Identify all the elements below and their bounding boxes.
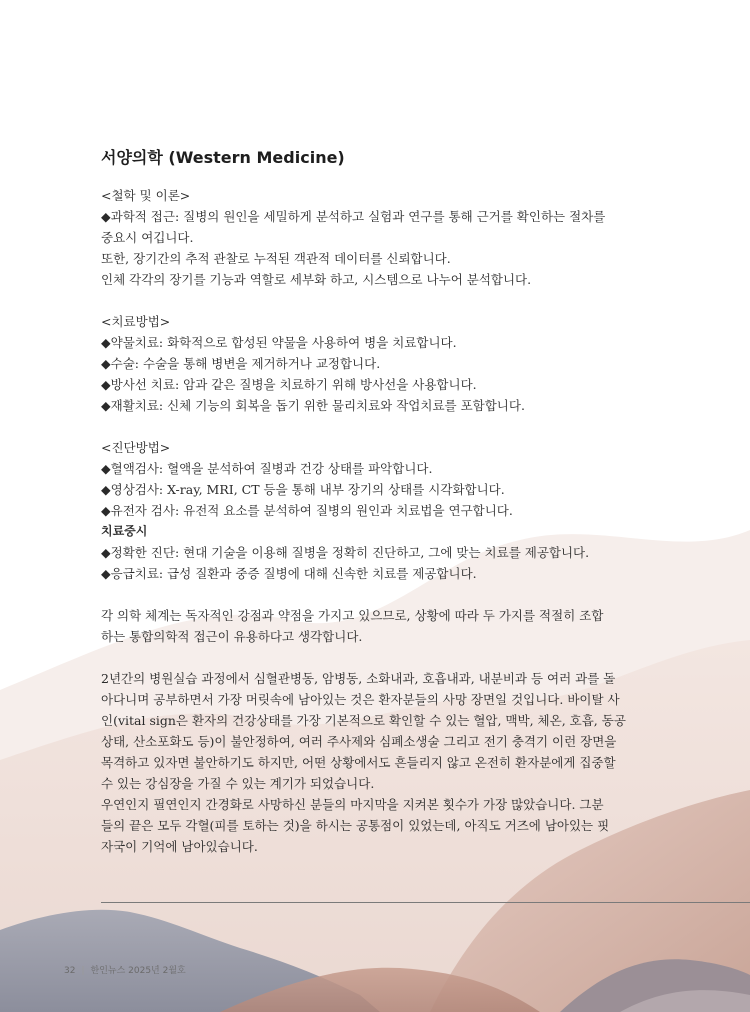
paragraph-line: 하는 통합의학적 접근이 유용하다고 생각합니다. (101, 629, 363, 644)
focus-heading: 치료중시 (101, 524, 148, 538)
treatment-line: ◆방사선 치료: 암과 같은 질병을 치료하기 위해 방사선을 사용합니다. (101, 377, 477, 392)
article-title: 서양의학 (Western Medicine) (101, 148, 345, 167)
paragraph-line: 우연인지 필연인지 간경화로 사망하신 분들의 마지막을 지켜본 횟수가 가장 많았습니다. 그분 (101, 797, 604, 812)
treatment-section (101, 311, 667, 416)
paragraph-line: 들의 끝은 모두 각혈(피를 토하는 것)을 하시는 공통점이 있었는데, 아직도 거즈에 남아있는 핏 (101, 818, 610, 833)
paragraph-line: 2년간의 병원실습 과정에서 심혈관병동, 암병동, 소화내과, 호흡내과, 내분비과 등 여러 과를 돌 (101, 671, 616, 686)
paragraph-hospital-practice (101, 668, 667, 794)
treatment-line: ◆재활치료: 신체 기능의 회복을 돕기 위한 물리치료와 작업치료를 포함합니다. (101, 398, 525, 413)
philosophy-line: 중요시 여깁니다. (101, 230, 194, 245)
paragraph-memory (101, 794, 667, 857)
focus-line: ◆정확한 진단: 현대 기술을 이용해 질병을 정확히 진단하고, 그에 맞는 치료를 제공합니다. (101, 545, 590, 560)
paragraph-line: 아다니며 공부하면서 가장 머릿속에 남아있는 것은 환자분들의 사망 장면일 것입니다. 바이탈 사 (101, 692, 620, 707)
focus-line: ◆응급치료: 급성 질환과 중증 질병에 대해 신속한 치료를 제공합니다. (101, 566, 477, 581)
paragraph-line: 자국이 기억에 남아있습니다. (101, 839, 258, 854)
philosophy-line: ◆과학적 접근: 질병의 원인을 세밀하게 분석하고 실험과 연구를 통해 근거를 확인하는 절차를 (101, 209, 606, 224)
treatment-line: ◆수술: 수술을 통해 병변을 제거하거나 교정합니다. (101, 356, 381, 371)
philosophy-line: 또한, 장기간의 추적 관찰로 누적된 객관적 데이터를 신뢰합니다. (101, 251, 451, 266)
paragraph-line: 인(vital sign은 환자의 건강상태를 가장 기본적으로 확인할 수 있는 혈압, 맥박, 체온, 호흡, 동공 (101, 713, 626, 728)
diagnosis-line: ◆혈액검사: 혈액을 분석하여 질병과 건강 상태를 파악합니다. (101, 461, 433, 476)
philosophy-line: 인체 각각의 장기를 기능과 역할로 세부화 하고, 시스템으로 나누어 분석합니다. (101, 272, 532, 287)
paragraph-line: 수 있는 강심장을 가질 수 있는 계기가 되었습니다. (101, 776, 375, 791)
publication-name: 한인뉴스 2025년 2월호 (90, 966, 186, 976)
paragraph-integrative (101, 605, 667, 647)
focus-section (101, 521, 667, 584)
philosophy-heading: <철학 및 이론> (101, 188, 191, 203)
paragraph-line: 각 의학 체계는 독자적인 강점과 약점을 가지고 있으므로, 상황에 따라 두 가지를 적절히 조합 (101, 608, 604, 623)
treatment-line: ◆약물치료: 화학적으로 합성된 약물을 사용하여 병을 치료합니다. (101, 335, 457, 350)
paragraph-line: 상태, 산소포화도 등)이 불안정하여, 여러 주사제와 심폐소생술 그리고 전기 충격기 이런 장면을 (101, 734, 617, 749)
diagnosis-section (101, 437, 667, 521)
page-number: 32 (64, 966, 76, 976)
diagnosis-heading: <진단방법> (101, 440, 171, 455)
page-footer (64, 963, 186, 976)
footer-divider (101, 902, 750, 903)
philosophy-section (101, 185, 667, 290)
paragraph-line: 목격하고 있자면 불안하기도 하지만, 어떤 상황에서도 흔들리지 않고 온전히 환자분에게 집중할 (101, 755, 616, 770)
diagnosis-line: ◆영상검사: X-ray, MRI, CT 등을 통해 내부 장기의 상태를 시각화합니다. (101, 482, 505, 497)
diagnosis-line: ◆유전자 검사: 유전적 요소를 분석하여 질병의 원인과 치료법을 연구합니다. (101, 503, 513, 518)
treatment-heading: <치료방법> (101, 314, 171, 329)
footer-separator: | (81, 966, 85, 976)
article-body (101, 146, 667, 857)
